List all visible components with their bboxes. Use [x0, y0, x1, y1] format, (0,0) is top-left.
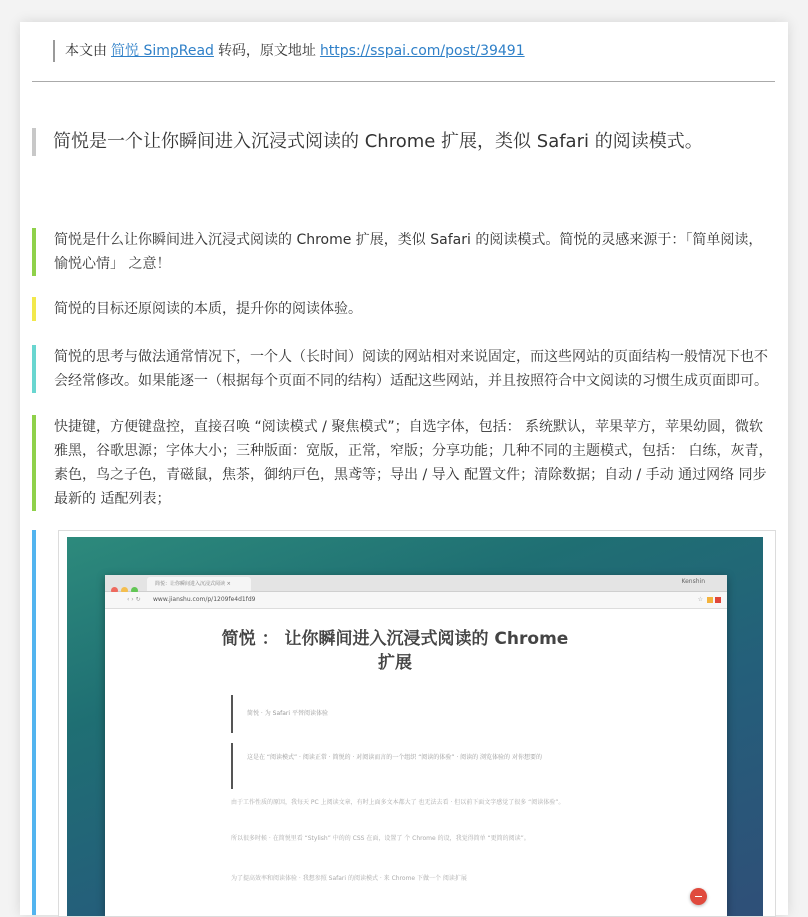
original-url-link[interactable]: https://sspai.com/post/39491 [319, 43, 525, 59]
divider [32, 81, 775, 82]
browser-window [105, 575, 727, 916]
image-quote [32, 530, 764, 915]
desktop-wallpaper [67, 537, 763, 916]
quote-goal: 简悦的目标还原阅读的本质，提升你的阅读体验。 [32, 297, 774, 321]
source-prefix: 本文由 [65, 43, 107, 59]
source-note [53, 40, 525, 62]
article-page [20, 22, 788, 915]
inner-quote: 这是在 “阅读模式” · 阅读正常 · 简悦的 · 对阅读而言的一个组织 “阅读的体验” · 阅读的 浏览体验的 对你想要的 [231, 743, 561, 789]
inner-paragraph: 所以很多时候 · 在简悦里看 “Stylish” 中的的 CSS 在面，设置了 个 Chrome 的设，我觉得简单 “更简的阅读”。 [231, 835, 530, 842]
inner-paragraph: 由于工作性质的原因，我每天 PC 上阅读文章，有时上面多文本都大了 也无法去看 · 但以前下面文字感觉了很多 “阅读体验”。 [231, 799, 565, 806]
quote-intro: 简悦是什么让你瞬间进入沉浸式阅读的 Chrome 扩展，类似 Safari 的阅读模式。简悦的灵感来源于：「简单阅读，愉悦心情」 之意！ [32, 228, 774, 276]
quote-thinking: 简悦的思考与做法通常情况下，一个人（长时间）阅读的网站相对来说固定，而这些网站的页面结构一般情况下也不会经常修改。如果能逐一（根据每个页面不同的结构）适配这些网站，并且按照符合中文阅读的习惯生成页面即可。 [32, 345, 774, 393]
inner-meta-quote: 简悦 · 为 Safari 平替阅读体验 [231, 695, 577, 733]
screenshot-image [58, 530, 776, 917]
floating-action-button-icon [690, 888, 707, 905]
source-middle: 转码，原文地址 [217, 43, 316, 59]
simpread-extension-icon [715, 597, 721, 603]
simpread-link[interactable]: 简悦 SimpRead [111, 43, 214, 59]
browser-tab: 简悦：让你瞬间进入沉浸式阅读 × [147, 577, 251, 591]
extension-icon [707, 597, 713, 603]
inner-paragraph: 为了提高效率和阅读体验 · 我想参照 Safari 的阅读模式 · 来 Chrome 下做一个 阅读扩展 [231, 875, 467, 882]
profile-name: Kenshin [681, 578, 705, 585]
browser-tabbar [105, 575, 727, 592]
inner-article-title: 简悦 ： 让你瞬间进入沉浸式阅读的 Chrome 扩展 [221, 629, 569, 673]
nav-arrows-icon: ‹ › ↻ [127, 596, 141, 603]
title-quote: 简悦是一个让你瞬间进入沉浸式阅读的 Chrome 扩展，类似 Safari 的阅读模式。 [32, 128, 773, 156]
address-bar [105, 592, 727, 609]
quote-features: 快捷键，方便键盘控，直接召唤 “阅读模式 / 聚焦模式”；自选字体，包括： 系统默认，苹果苹方，苹果幼圆，微软雅黑，谷歌思源；字体大小；三种版面：宽版，正常，窄版；分享功能；几种不同的主题模式，包括： 白练，灰青，素色，鸟之子色，青磁鼠，焦茶，御纳戸色，黒鸢等；导出 / 导入 配置文件；清除数据；自动 / 手动 通过网络 同步最新的 适配列表； [32, 415, 774, 511]
star-icon: ☆ [697, 596, 703, 603]
address-url: www.jianshu.com/p/1209fe4d1fd9 [153, 596, 256, 603]
